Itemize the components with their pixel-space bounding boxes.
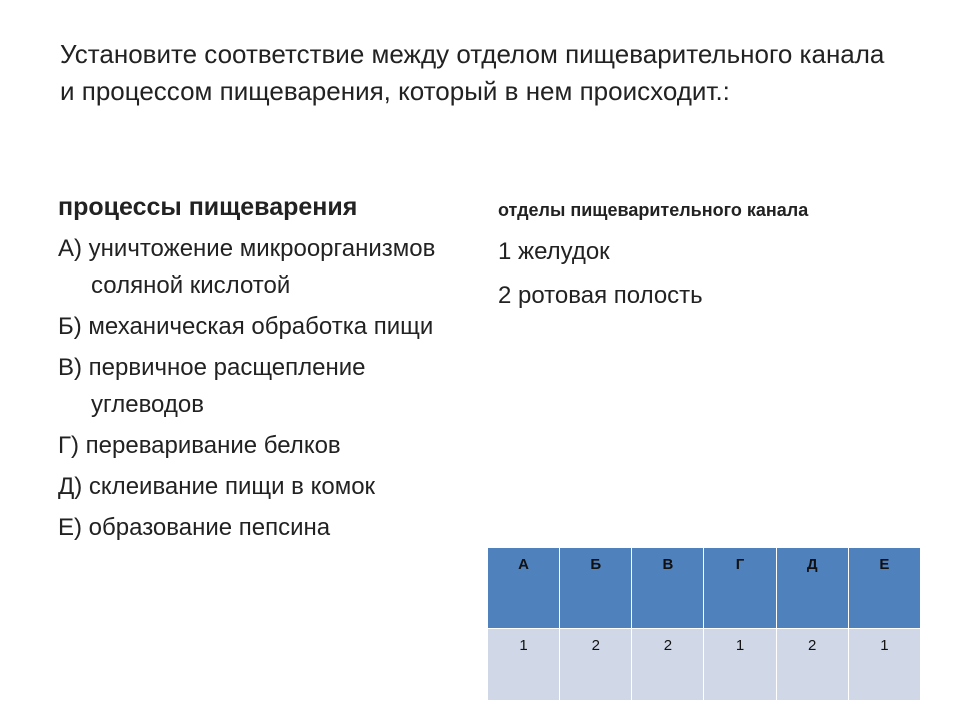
- answer-table: [487, 547, 921, 701]
- answer-value-row: [488, 629, 921, 701]
- department-item-1: 1 желудок: [498, 238, 610, 265]
- answer-header-v: В: [632, 548, 704, 629]
- answer-value-v: 2: [632, 629, 704, 701]
- answer-header-d: Д: [776, 548, 848, 629]
- answer-header-a: А: [488, 548, 560, 629]
- answer-header-g: Г: [704, 548, 776, 629]
- process-item-b: Б) механическая обработка пищи: [58, 313, 434, 340]
- answer-value-a: 1: [488, 629, 560, 701]
- task-title: Установите соответствие между отделом пищеварительного канала и процессом пищеварения, который в нем происходит.:: [60, 39, 885, 106]
- process-item-a: А) уничтожение микроорганизмов соляной кислотой: [58, 235, 436, 299]
- answer-header-e: Е: [848, 548, 920, 629]
- process-item-d: Д) склеивание пищи в комок: [58, 473, 376, 500]
- departments-column: [498, 196, 918, 322]
- processes-column: [58, 188, 478, 550]
- answer-value-b: 2: [560, 629, 632, 701]
- answer-header-row: [488, 548, 921, 629]
- processes-heading: процессы пищеварения: [58, 193, 358, 221]
- department-item-2: 2 ротовая полость: [498, 282, 703, 309]
- process-item-g: Г) переваривание белков: [58, 432, 341, 459]
- processes-list: [58, 230, 478, 546]
- departments-heading: отделы пищеварительного канала: [498, 200, 809, 220]
- answer-value-g: 1: [704, 629, 776, 701]
- answer-header-b: Б: [560, 548, 632, 629]
- process-item-e: Е) образование пепсина: [58, 514, 331, 541]
- answer-value-d: 2: [776, 629, 848, 701]
- answer-value-e: 1: [848, 629, 920, 701]
- departments-list: [498, 234, 918, 313]
- process-item-v: В) первичное расщепление углеводов: [58, 354, 366, 418]
